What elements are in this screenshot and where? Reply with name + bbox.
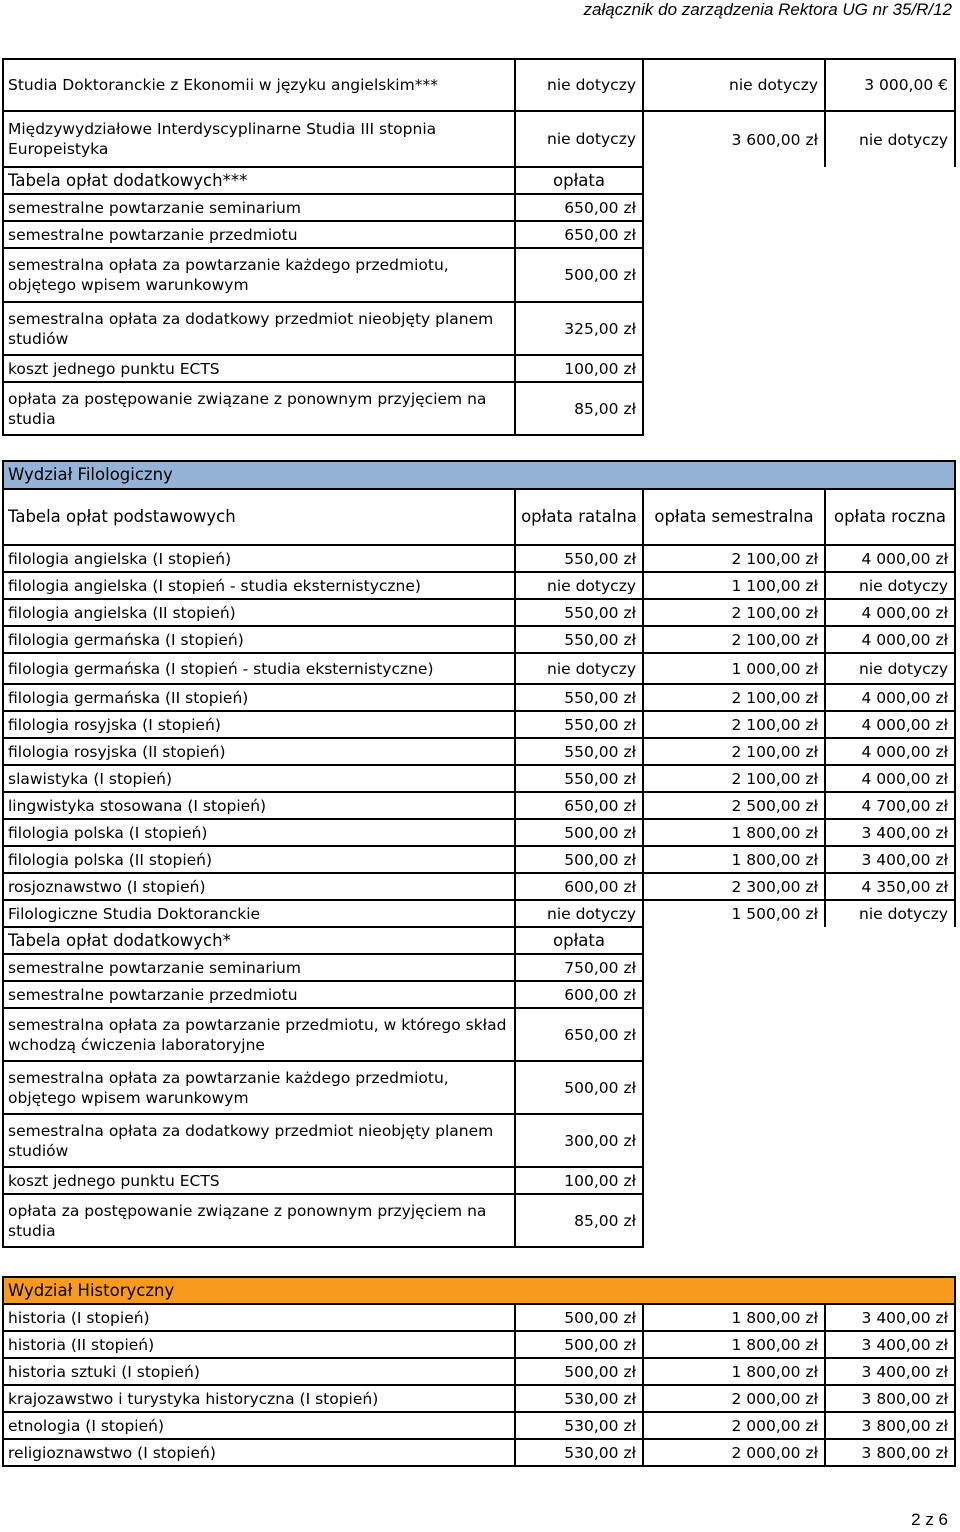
table-row	[3, 711, 955, 738]
table-row	[3, 954, 955, 981]
fee-ratalna: 550,00 zł	[515, 684, 643, 711]
table-row	[3, 355, 955, 382]
fee-roczna: 3 400,00 zł	[825, 1304, 955, 1331]
fee-semestralna: 2 000,00 zł	[643, 1439, 825, 1466]
fee-item-name: semestralna opłata za dodatkowy przedmiot nieobjęty planem studiów	[3, 302, 515, 355]
fee-item-value: 85,00 zł	[515, 382, 643, 435]
fee-item-value: 650,00 zł	[515, 221, 643, 248]
fee-ratalna: 500,00 zł	[515, 819, 643, 846]
fee-roczna: 3 800,00 zł	[825, 1412, 955, 1439]
fee-item-value: 300,00 zł	[515, 1114, 643, 1167]
program-name: lingwistyka stosowana (I stopień)	[3, 792, 515, 819]
col-header-roczna: opłata roczna	[825, 489, 955, 545]
fee-ratalna: 500,00 zł	[515, 1304, 643, 1331]
basic-fees-title: Tabela opłat podstawowych	[3, 489, 515, 545]
table-row	[3, 1061, 955, 1114]
fee-item-value: 750,00 zł	[515, 954, 643, 981]
fee-roczna: 3 400,00 zł	[825, 1358, 955, 1385]
table-row	[3, 819, 955, 846]
table-row	[3, 900, 955, 927]
table-row	[3, 572, 955, 599]
table-row	[3, 1358, 955, 1385]
table-row	[3, 302, 955, 355]
program-name: Filologiczne Studia Doktoranckie	[3, 900, 515, 927]
ekonomia-table	[2, 58, 956, 436]
extra-fees-title: Tabela opłat dodatkowych*	[3, 927, 515, 954]
table-row	[3, 59, 955, 111]
section-title-filologiczny: Wydział Filologiczny	[3, 461, 955, 489]
fee-item-value: 600,00 zł	[515, 981, 643, 1008]
program-name: krajozawstwo i turystyka historyczna (I stopień)	[3, 1385, 515, 1412]
fee-roczna: nie dotyczy	[825, 111, 955, 167]
fee-item-value: 100,00 zł	[515, 355, 643, 382]
table-row	[3, 382, 955, 435]
table-row	[3, 1304, 955, 1331]
fee-roczna: 4 000,00 zł	[825, 626, 955, 653]
fee-item-name: opłata za postępowanie związane z ponownym przyjęciem na studia	[3, 1194, 515, 1247]
table-row	[3, 248, 955, 302]
fee-item-name: semestralne powtarzanie seminarium	[3, 954, 515, 981]
fee-roczna: 3 400,00 zł	[825, 1331, 955, 1358]
fee-ratalna: 530,00 zł	[515, 1412, 643, 1439]
fee-item-name: semestralne powtarzanie seminarium	[3, 194, 515, 221]
fee-roczna: 4 000,00 zł	[825, 684, 955, 711]
table-row	[3, 684, 955, 711]
fee-item-value: 500,00 zł	[515, 248, 643, 302]
table-row	[3, 765, 955, 792]
fee-roczna: nie dotyczy	[825, 653, 955, 684]
program-name: filologia angielska (I stopień)	[3, 545, 515, 572]
fee-semestralna: 1 800,00 zł	[643, 1331, 825, 1358]
fee-semestralna: 2 100,00 zł	[643, 626, 825, 653]
fee-item-name: opłata za postępowanie związane z ponownym przyjęciem na studia	[3, 382, 515, 435]
table-row	[3, 873, 955, 900]
header-note: załącznik do zarządzenia Rektora UG nr 35/R/12	[583, 0, 952, 19]
fee-roczna: 3 800,00 zł	[825, 1439, 955, 1466]
program-name: filologia polska (I stopień)	[3, 819, 515, 846]
program-name: filologia angielska (I stopień - studia eksternistyczne)	[3, 572, 515, 599]
fee-semestralna: 1 100,00 zł	[643, 572, 825, 599]
fee-ratalna: 550,00 zł	[515, 599, 643, 626]
fee-ratalna: 550,00 zł	[515, 765, 643, 792]
table-row	[3, 792, 955, 819]
table-row	[3, 653, 955, 684]
program-name: filologia rosyjska (I stopień)	[3, 711, 515, 738]
fee-ratalna: 600,00 zł	[515, 873, 643, 900]
program-name: Międzywydziałowe Interdyscyplinarne Studia III stopnia Europeistyka	[3, 111, 515, 167]
fee-semestralna: 3 600,00 zł	[643, 111, 825, 167]
fee-ratalna: nie dotyczy	[515, 900, 643, 927]
fee-semestralna: 2 500,00 zł	[643, 792, 825, 819]
fee-item-name: koszt jednego punktu ECTS	[3, 355, 515, 382]
fee-roczna: nie dotyczy	[825, 900, 955, 927]
table-row	[3, 1412, 955, 1439]
table-row	[3, 738, 955, 765]
fee-ratalna: nie dotyczy	[515, 572, 643, 599]
program-name: historia sztuki (I stopień)	[3, 1358, 515, 1385]
fee-roczna: 4 000,00 zł	[825, 765, 955, 792]
program-name: slawistyka (I stopień)	[3, 765, 515, 792]
table-row	[3, 1008, 955, 1061]
fee-roczna: 3 000,00 €	[825, 59, 955, 111]
program-name: filologia polska (II stopień)	[3, 846, 515, 873]
program-name: rosjoznawstwo (I stopień)	[3, 873, 515, 900]
fee-semestralna: 1 800,00 zł	[643, 819, 825, 846]
program-name: filologia germańska (II stopień)	[3, 684, 515, 711]
col-header-ratalna: opłata ratalna	[515, 489, 643, 545]
fee-semestralna: 1 000,00 zł	[643, 653, 825, 684]
section-title-historyczny: Wydział Historyczny	[3, 1277, 955, 1304]
fee-roczna: nie dotyczy	[825, 572, 955, 599]
table-row	[3, 1385, 955, 1412]
fee-item-value: 650,00 zł	[515, 194, 643, 221]
fee-ratalna: nie dotyczy	[515, 59, 643, 111]
fee-semestralna: 1 500,00 zł	[643, 900, 825, 927]
fee-ratalna: 500,00 zł	[515, 846, 643, 873]
page-number: 2 z 6	[911, 1510, 948, 1529]
program-name: filologia rosyjska (II stopień)	[3, 738, 515, 765]
fee-roczna: 4 000,00 zł	[825, 545, 955, 572]
fee-ratalna: 550,00 zł	[515, 545, 643, 572]
fee-item-name: semestralna opłata za powtarzanie przedmiotu, w którego skład wchodzą ćwiczenia laboratoryjne	[3, 1008, 515, 1061]
program-name: historia (II stopień)	[3, 1331, 515, 1358]
fee-roczna: 3 800,00 zł	[825, 1385, 955, 1412]
fee-ratalna: 650,00 zł	[515, 792, 643, 819]
program-name: historia (I stopień)	[3, 1304, 515, 1331]
fee-ratalna: 550,00 zł	[515, 711, 643, 738]
fee-item-value: 100,00 zł	[515, 1167, 643, 1194]
fee-item-name: koszt jednego punktu ECTS	[3, 1167, 515, 1194]
filologiczny-table	[2, 460, 956, 1248]
program-name: etnologia (I stopień)	[3, 1412, 515, 1439]
fee-semestralna: 2 100,00 zł	[643, 711, 825, 738]
col-header-oplata: opłata	[515, 167, 643, 194]
fee-item-name: semestralna opłata za powtarzanie każdego przedmiotu, objętego wpisem warunkowym	[3, 1061, 515, 1114]
fee-semestralna: 2 100,00 zł	[643, 684, 825, 711]
fee-ratalna: 550,00 zł	[515, 626, 643, 653]
table-row	[3, 1439, 955, 1466]
extra-fees-title: Tabela opłat dodatkowych***	[3, 167, 515, 194]
fee-roczna: 4 350,00 zł	[825, 873, 955, 900]
table-row	[3, 1194, 955, 1247]
table-row	[3, 221, 955, 248]
fee-item-value: 85,00 zł	[515, 1194, 643, 1247]
fee-ratalna: nie dotyczy	[515, 653, 643, 684]
fee-semestralna: 2 100,00 zł	[643, 765, 825, 792]
fee-roczna: 4 000,00 zł	[825, 738, 955, 765]
table-row	[3, 599, 955, 626]
table-row	[3, 1114, 955, 1167]
fee-roczna: 3 400,00 zł	[825, 846, 955, 873]
fee-roczna: 4 000,00 zł	[825, 711, 955, 738]
fee-item-name: semestralna opłata za dodatkowy przedmiot nieobjęty planem studiów	[3, 1114, 515, 1167]
program-name: filologia germańska (I stopień - studia eksternistyczne)	[3, 653, 515, 684]
fee-semestralna: 2 300,00 zł	[643, 873, 825, 900]
fee-item-name: semestralne powtarzanie przedmiotu	[3, 981, 515, 1008]
fee-semestralna: 1 800,00 zł	[643, 846, 825, 873]
table-row	[3, 981, 955, 1008]
fee-item-name: semestralna opłata za powtarzanie każdego przedmiotu, objętego wpisem warunkowym	[3, 248, 515, 302]
fee-roczna: 4 000,00 zł	[825, 599, 955, 626]
table-row	[3, 111, 955, 167]
fee-item-value: 500,00 zł	[515, 1061, 643, 1114]
table-row	[3, 545, 955, 572]
fee-item-value: 325,00 zł	[515, 302, 643, 355]
program-name: filologia germańska (I stopień)	[3, 626, 515, 653]
fee-ratalna: 530,00 zł	[515, 1439, 643, 1466]
fee-semestralna: nie dotyczy	[643, 59, 825, 111]
fee-ratalna: 550,00 zł	[515, 738, 643, 765]
program-name: Studia Doktoranckie z Ekonomii w języku angielskim***	[3, 59, 515, 111]
col-header-oplata: opłata	[515, 927, 643, 954]
table-row	[3, 1167, 955, 1194]
program-name: filologia angielska (II stopień)	[3, 599, 515, 626]
fee-roczna: 3 400,00 zł	[825, 819, 955, 846]
fee-item-value: 650,00 zł	[515, 1008, 643, 1061]
fee-semestralna: 2 100,00 zł	[643, 738, 825, 765]
fee-semestralna: 2 000,00 zł	[643, 1412, 825, 1439]
fee-ratalna: 530,00 zł	[515, 1385, 643, 1412]
fee-semestralna: 2 100,00 zł	[643, 545, 825, 572]
fee-ratalna: 500,00 zł	[515, 1331, 643, 1358]
table-row	[3, 626, 955, 653]
table-row	[3, 194, 955, 221]
fee-semestralna: 2 000,00 zł	[643, 1385, 825, 1412]
program-name: religioznawstwo (I stopień)	[3, 1439, 515, 1466]
fee-semestralna: 1 800,00 zł	[643, 1358, 825, 1385]
table-row	[3, 1331, 955, 1358]
fee-semestralna: 2 100,00 zł	[643, 599, 825, 626]
fee-ratalna: 500,00 zł	[515, 1358, 643, 1385]
col-header-semestralna: opłata semestralna	[643, 489, 825, 545]
fee-item-name: semestralne powtarzanie przedmiotu	[3, 221, 515, 248]
table-row	[3, 846, 955, 873]
historyczny-table	[2, 1276, 956, 1467]
fee-roczna: 4 700,00 zł	[825, 792, 955, 819]
fee-semestralna: 1 800,00 zł	[643, 1304, 825, 1331]
fee-ratalna: nie dotyczy	[515, 111, 643, 167]
